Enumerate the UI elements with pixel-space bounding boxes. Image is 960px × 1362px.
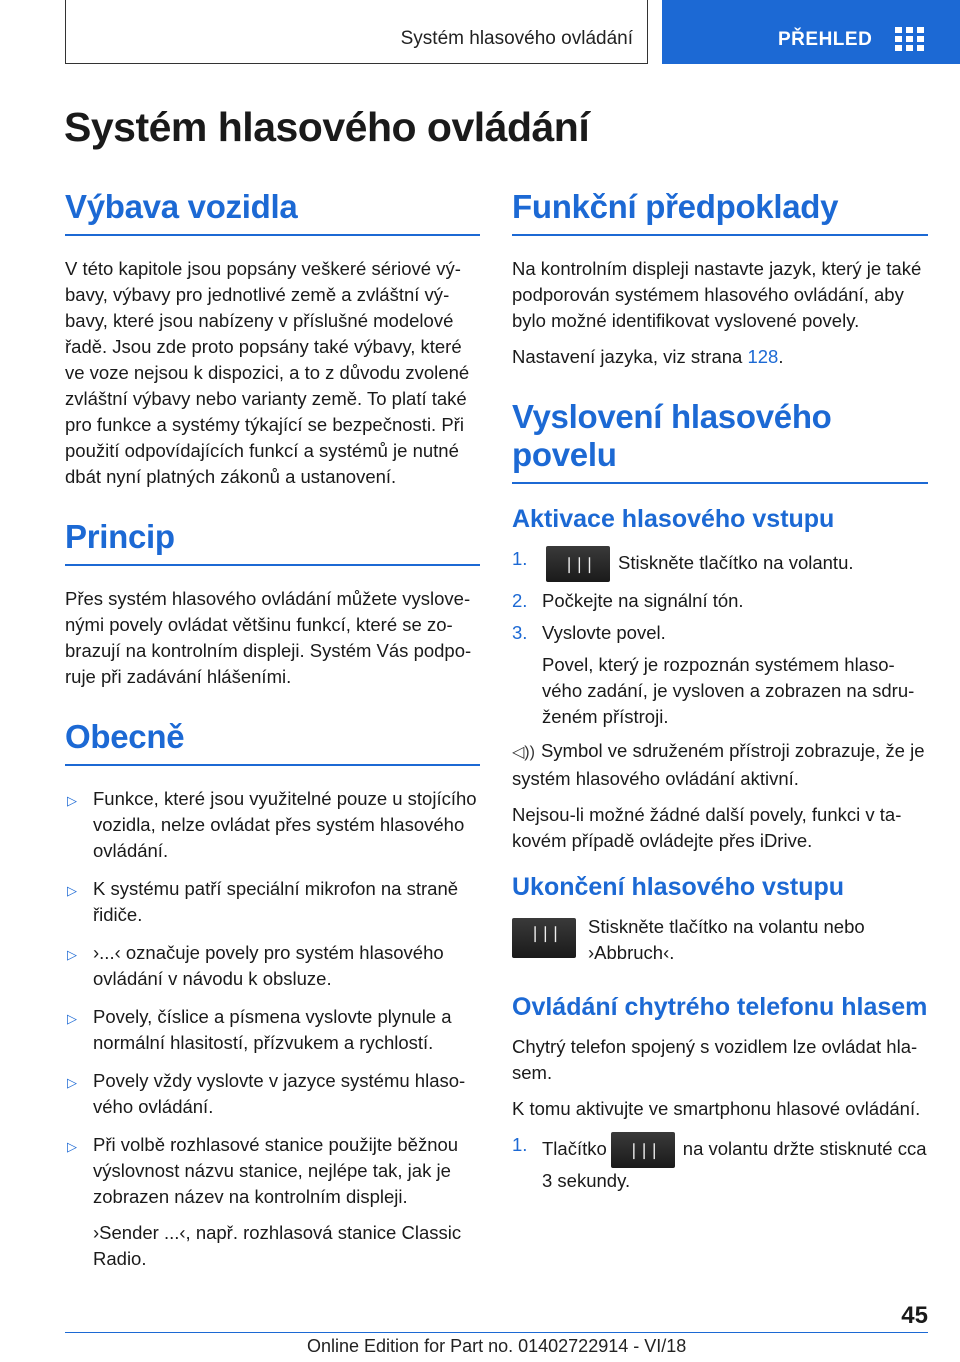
list-item: ▷ Při volbě rozhlasové stanice použijte běžnou výslovnost názvu stanice, nejlépe tak, jak je zobrazen název na kontrolním displeji. ›Sender ...‹, např. rozhlasová stanice Classic Radio. bbox=[65, 1132, 480, 1272]
bullet-list bbox=[65, 786, 480, 1272]
step3-detail: Povel, který je rozpoznán systémem hlasového zadání, je vysloven a zobrazen na sdruženém přístroji. bbox=[542, 653, 915, 727]
voice-button-icon: ᛁᛁᛁ bbox=[546, 546, 610, 582]
heading-aktivace: Aktivace hlasového vstupu bbox=[512, 504, 835, 533]
heading-predpoklady: Funkční předpoklady bbox=[512, 188, 928, 236]
left-column bbox=[65, 188, 480, 1284]
steps-list-telefon bbox=[512, 1132, 928, 1194]
triangle-icon: ▷ bbox=[67, 882, 77, 898]
list-item: 1. Tlačítko ᛁᛁᛁ na volantu držte stisknuté cca 3 sekundy. bbox=[512, 1133, 927, 1191]
text-symbol: ◁)) Symbol ve sdruženém přístroji zobrazuje, že je systém hlasového ovládání aktivní. bbox=[512, 739, 925, 789]
list-item: 1. ᛁᛁᛁ Stiskněte tlačítko na volantu. bbox=[512, 546, 928, 582]
page-link[interactable]: 128 bbox=[747, 345, 779, 367]
list-item: 2. Počkejte na signální tón. bbox=[512, 589, 744, 611]
overview-tab-label: PŘEHLED bbox=[778, 29, 873, 50]
text-princip: Přes systém hlasového ovládání můžete vyslovenými povely ovládat většinu funkcí, které se zobrazují na kontrolním displeji. Systém Vás podporuje při zadávání hlášeními. bbox=[65, 587, 472, 687]
text-jazyk: Nastavení jazyka, viz strana 128. bbox=[512, 345, 784, 367]
page-number: 45 bbox=[901, 1302, 928, 1329]
steps-list bbox=[512, 546, 928, 730]
voice-button-icon: ᛁᛁᛁ bbox=[611, 1132, 675, 1168]
list-item: ▷ Povely, číslice a písmena vyslovte plynule a normální hlasitostí, přízvukem a rychlostí. bbox=[67, 1005, 452, 1053]
list-item: 3. Vyslovte povel. Povel, který je rozpoznán systémem hlasového zadání, je vysloven a zobrazen na sdruženém přístroji. bbox=[512, 620, 928, 730]
list-item: ▷ Funkce, které jsou využitelné pouze u stojícího vozidla, nelze ovládat přes systém hlasového ovládání. bbox=[67, 787, 477, 861]
triangle-icon: ▷ bbox=[67, 1138, 77, 1154]
ukonceni-block bbox=[512, 914, 928, 976]
bullet-extra: ›Sender ...‹, např. rozhlasová stanice Classic Radio. bbox=[93, 1221, 462, 1269]
heading-ukonceni: Ukončení hlasového vstupu bbox=[512, 872, 845, 901]
triangle-icon: ▷ bbox=[67, 792, 77, 808]
heading-vybava: Výbava vozidla bbox=[65, 188, 480, 236]
right-column bbox=[512, 188, 928, 1202]
grid-icon bbox=[895, 27, 925, 51]
header-section-box bbox=[65, 0, 648, 64]
edition-text: Online Edition for Part no. 01402722914 - VI/18 bbox=[307, 1336, 687, 1356]
page-title: Systém hlasového ovládání bbox=[64, 104, 590, 150]
header-section-title: Systém hlasového ovládání bbox=[400, 28, 633, 49]
list-item: ▷ Povely vždy vyslovte v jazyce systému hlasového ovládání. bbox=[67, 1069, 466, 1117]
text-ukonceni: Stiskněte tlačítko na volantu nebo ›Abbruch‹. bbox=[588, 915, 865, 963]
heading-vysloveni: Vyslovení hlasového povelu bbox=[512, 398, 928, 484]
text-no-commands: Nejsou-li možné žádné další povely, funkci v takovém případě ovládejte přes iDrive. bbox=[512, 803, 902, 851]
text-telefon-2: K tomu aktivujte ve smartphonu hlasové ovládání. bbox=[512, 1097, 921, 1119]
text-telefon-1: Chytrý telefon spojený s vozidlem lze ovládat hlasem. bbox=[512, 1035, 918, 1083]
overview-tab[interactable] bbox=[662, 0, 960, 64]
text-vybava: V této kapitole jsou popsány veškeré sériové výbavy, výbavy pro jednotlivé země a zvláštní výbavy, které jsou nabízeny v příslušné modelové řadě. Jsou zde proto popsány také výbavy, které ve voze nejsou k dispozici, a to z důvodu zvolené zvláštní výbavy nebo varianty země. To platí také pro funkce a systémy týkající se bezpečnosti. Při použití odpovídajících funkcí a systémů je nutné dbát nyní platných zákonů a ustanovení. bbox=[65, 257, 470, 487]
voice-button-icon: ᛁᛁᛁ bbox=[512, 918, 576, 958]
triangle-icon: ▷ bbox=[67, 1010, 77, 1026]
list-item: ▷ K systému patří speciální mikrofon na straně řidiče. bbox=[67, 877, 459, 925]
footer bbox=[65, 1332, 928, 1356]
list-item: ▷ ›...‹ označuje povely pro systém hlasového ovládání v návodu k obsluze. bbox=[67, 941, 444, 989]
triangle-icon: ▷ bbox=[67, 1074, 77, 1090]
voice-symbol-icon: ◁)) bbox=[512, 743, 535, 761]
heading-obecne: Obecně bbox=[65, 718, 480, 766]
heading-princip: Princip bbox=[65, 518, 480, 566]
triangle-icon: ▷ bbox=[67, 946, 77, 962]
heading-telefon: Ovládání chytrého telefonu hlasem bbox=[512, 992, 928, 1021]
text-predpoklady: Na kontrolním displeji nastavte jazyk, který je také podporován systémem hlasového ovládání, aby bylo možné identifikovat vyslovené povely. bbox=[512, 257, 922, 331]
